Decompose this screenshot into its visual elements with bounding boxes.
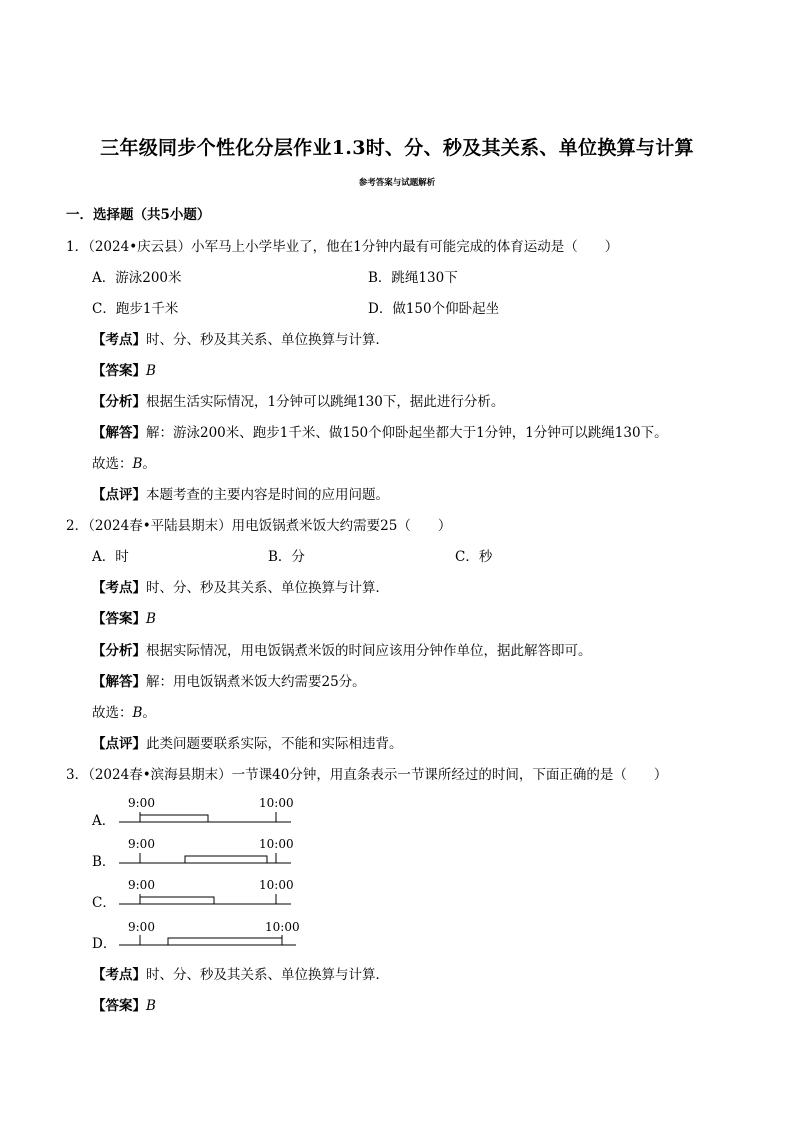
q3-kaodian (92, 966, 389, 984)
jieda-label: 【解答】 (92, 674, 146, 690)
q2-option-b: B．分 (268, 549, 305, 565)
q3-option-b-end: 10:00 (259, 837, 294, 851)
q2-fenxi-text: 根据实际情况，用电饭锅煮米饭的时间应该用分钟作单位，据此解答即可。 (146, 643, 592, 659)
q2-guxuan-prefix: 故选： (92, 705, 133, 721)
q3-answer-text: B (146, 998, 156, 1014)
q1-option-b: B．跳绳130下 (368, 270, 458, 286)
q2-guxuan-letter: B (132, 705, 143, 721)
q3-option-b-letter: B． (92, 854, 116, 870)
fenxi-label: 【分析】 (92, 643, 146, 659)
fenxi-label: 【分析】 (92, 394, 146, 410)
q1-option-a: A．游泳200米 (92, 270, 182, 286)
section-heading: 一．选择题（共5小题） (66, 207, 211, 223)
kaodian-label: 【考点】 (92, 332, 146, 348)
daan-label: 【答案】 (92, 998, 146, 1014)
q3-option-c-start: 9:00 (128, 878, 155, 892)
q1-kaodian-text: 时、分、秒及其关系、单位换算与计算． (146, 332, 389, 348)
q2-stem: 2．（2024春•平陆县期末）用电饭锅煮米饭大约需要25（ ） (66, 518, 452, 534)
q3-answer (92, 997, 156, 1015)
q3-option-a-end: 10:00 (259, 796, 294, 810)
q3-option-c-end: 10:00 (259, 878, 294, 892)
page-title: 三年级同步个性化分层作业1.3时、分、秒及其关系、单位换算与计算 (100, 137, 694, 159)
q3-option-a-letter: A． (92, 813, 116, 829)
kaodian-label: 【考点】 (92, 967, 146, 983)
q3-option-c-letter: C． (92, 895, 116, 911)
q2-jieda-text: 解：用电饭锅煮米饭大约需要25分。 (146, 674, 366, 690)
dianping-label: 【点评】 (92, 487, 146, 503)
q1-fenxi-text: 根据生活实际情况，1分钟可以跳绳130下，据此进行分析。 (146, 394, 505, 410)
daan-label: 【答案】 (92, 363, 146, 379)
q2-option-c: C．秒 (455, 549, 493, 565)
q3-option-d-start: 9:00 (128, 920, 155, 934)
q1-option-d: D．做150个仰卧起坐 (368, 301, 500, 317)
q2-option-a: A．时 (92, 549, 129, 565)
q1-option-c: C．跑步1千米 (92, 301, 179, 317)
jieda-label: 【解答】 (92, 425, 146, 441)
q3-kaodian-text: 时、分、秒及其关系、单位换算与计算． (146, 967, 389, 983)
time-bar (168, 938, 282, 945)
q1-jieda-text: 解：游泳200米、跑步1千米、做150个仰卧起坐都大于1分钟，1分钟可以跳绳130下。 (146, 425, 668, 441)
q3-option-d-end: 10:00 (265, 920, 300, 934)
dianping-label: 【点评】 (92, 736, 146, 752)
q2-kaodian-text: 时、分、秒及其关系、单位换算与计算． (146, 580, 389, 596)
q3-option-d-letter: D． (92, 936, 117, 952)
q1-guxuan-prefix: 故选： (92, 456, 133, 472)
page-subtitle: 参考答案与试题解析 (358, 178, 436, 188)
daan-label: 【答案】 (92, 611, 146, 627)
q3-option-b-start: 9:00 (128, 837, 155, 851)
q1-stem: 1．（2024•庆云县）小军马上小学毕业了，他在1分钟内最有可能完成的体育运动是（ ） (66, 239, 619, 255)
q1-guxuan-suffix: 。 (142, 456, 156, 472)
q2-guxuan-suffix: 。 (142, 705, 156, 721)
kaodian-label: 【考点】 (92, 580, 146, 596)
q1-answer-text: B (146, 363, 156, 379)
q1-guxuan-letter: B (132, 456, 143, 472)
q1-dianping-text: 本题考查的主要内容是时间的应用问题。 (146, 487, 389, 503)
q3-stem: 3．（2024春•滨海县期末）一节课40分钟，用直条表示一节课所经过的时间，下面正确的是（ ） (66, 767, 668, 783)
q2-dianping-text: 此类问题要联系实际，不能和实际相违背。 (146, 736, 403, 752)
q3-option-a-start: 9:00 (128, 796, 155, 810)
q2-answer-text: B (146, 611, 156, 627)
